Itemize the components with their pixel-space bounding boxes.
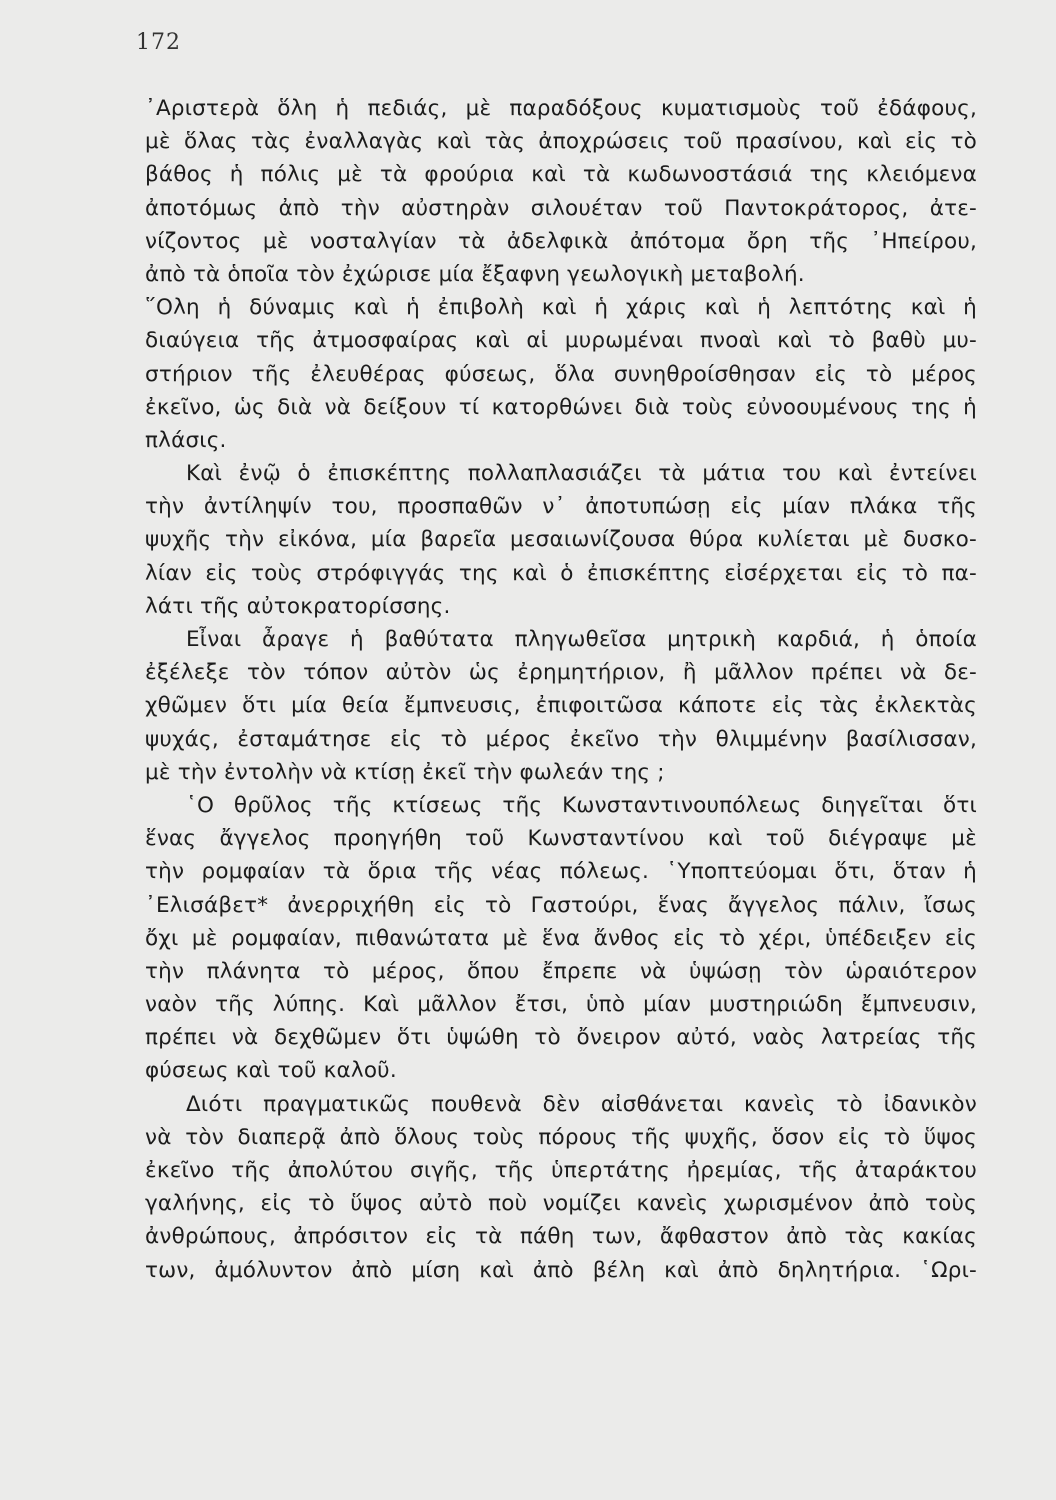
text-line: γαλήνης, εἰς τὸ ὕψος αὐτὸ ποὺ νομίζει κανεὶς χωρισμένον ἀπὸ τοὺς [145, 1191, 977, 1217]
text-line: Εἶναι ἆραγε ἡ βαθύτατα πληγωθεῖσα μητρικὴ καρδιά, ἡ ὁποία [186, 627, 977, 652]
text-line: ἐξέλεξε τὸν τόπον αὐτὸν ὡς ἐρημητήριον, ἢ μᾶλλον πρέπει νὰ δε- [145, 660, 977, 686]
text-line: ἕνας ἄγγελος προηγήθη τοῦ Κωνσταντίνου καὶ τοῦ διέγραψε μὲ [145, 826, 977, 852]
text-line: ἐκεῖνο τῆς ἀπολύτου σιγῆς, τῆς ὑπερτάτης ἠρεμίας, τῆς ἀταράκτου [145, 1158, 977, 1183]
text-line: Διότι πραγματικῶς πουθενὰ δὲν αἰσθάνεται κανεὶς τὸ ἰδανικὸν [186, 1091, 977, 1117]
text-line: μὲ ὅλας τὰς ἐναλλαγὰς καὶ τὰς ἀποχρώσεις τοῦ πρασίνου, καὶ εἰς τὸ [145, 129, 977, 155]
text-line: πρέπει νὰ δεχθῶμεν ὅτι ὑψώθη τὸ ὄνειρον αὐτό, ναὸς λατρείας τῆς [145, 1025, 977, 1051]
text-line: ᾿Αριστερὰ ὅλη ἡ πεδιάς, μὲ παραδόξους κυματισμοὺς τοῦ ἐδάφους, [145, 96, 977, 121]
text-line: ἀπὸ τὰ ὁποῖα τὸν ἐχώρισε μία ἔξαφνη γεωλογικὴ μεταβολή. [145, 261, 805, 287]
text-line: τὴν ρομφαίαν τὰ ὅρια τῆς νέας πόλεως. ῾Υποπτεύομαι ὅτι, ὅταν ἡ [145, 859, 977, 885]
text-line: ῾Ο θρῦλος τῆς κτίσεως τῆς Κωνσταντινουπόλεως διηγεῖται ὅτι [186, 792, 977, 818]
text-line: ναὸν τῆς λύπης. Καὶ μᾶλλον ἔτσι, ὑπὸ μίαν μυστηριώδη ἔμπνευσιν, [145, 992, 977, 1018]
text-line: ῞Ολη ἡ δύναμις καὶ ἡ ἐπιβολὴ καὶ ἡ χάρις καὶ ἡ λεπτότης καὶ ἡ [145, 295, 977, 321]
text-line: στήριον τῆς ἐλευθέρας φύσεως, ὅλα συνηθροίσθησαν εἰς τὸ μέρος [145, 361, 977, 387]
text-line: πλάσις. [145, 427, 227, 453]
text-line: Καὶ ἐνῷ ὁ ἐπισκέπτης πολλαπλασιάζει τὰ μάτια του καὶ ἐντείνει [186, 461, 977, 487]
text-line: ψυχάς, ἐσταμάτησε εἰς τὸ μέρος ἐκεῖνο τὴν θλιμμένην βασίλισσαν, [145, 726, 977, 752]
body-text [145, 92, 977, 1287]
text-line: νίζοντος μὲ νοσταλγίαν τὰ ἀδελφικὰ ἀπότομα ὄρη τῆς ᾿Ηπείρου, [145, 228, 977, 254]
text-line: ἀνθρώπους, ἀπρόσιτον εἰς τὰ πάθη των, ἄφθαστον ἀπὸ τὰς κακίας [145, 1224, 977, 1250]
text-line: των, ἀμόλυντον ἀπὸ μίση καὶ ἀπὸ βέλη καὶ ἀπὸ δηλητήρια. ῾Ωρι- [145, 1257, 977, 1283]
text-line: ᾿Ελισάβετ* ἀνερριχήθη εἰς τὸ Γαστούρι, ἕνας ἄγγελος πάλιν, ἴσως [145, 892, 977, 918]
text-line: χθῶμεν ὅτι μία θεία ἔμπνευσις, ἐπιφοιτῶσα κάποτε εἰς τὰς ἐκλεκτὰς [145, 693, 977, 719]
text-line: τὴν ἀντίληψίν του, προσπαθῶν ν᾽ ἀποτυπώσῃ εἰς μίαν πλάκα τῆς [145, 494, 977, 520]
text-line: ψυχῆς τὴν εἰκόνα, μία βαρεῖα μεσαιωνίζουσα θύρα κυλίεται μὲ δυσκο- [145, 527, 977, 553]
text-line: διαύγεια τῆς ἀτμοσφαίρας καὶ αἱ μυρωμέναι πνοαὶ καὶ τὸ βαθὺ μυ- [145, 328, 977, 354]
text-line: λίαν εἰς τοὺς στρόφιγγάς της καὶ ὁ ἐπισκέπτης εἰσέρχεται εἰς τὸ πα- [145, 560, 977, 586]
text-line: νὰ τὸν διαπερᾷ ἀπὸ ὅλους τοὺς πόρους τῆς ψυχῆς, ὅσον εἰς τὸ ὕψος [145, 1124, 977, 1150]
text-line: ὄχι μὲ ρομφαίαν, πιθανώτατα μὲ ἕνα ἄνθος εἰς τὸ χέρι, ὑπέδειξεν εἰς [145, 925, 977, 951]
page-number: 172 [136, 30, 181, 55]
text-line: τὴν πλάνητα τὸ μέρος, ὅπου ἔπρεπε νὰ ὑψώσῃ τὸν ὡραιότερον [145, 958, 977, 984]
text-line: φύσεως καὶ τοῦ καλοῦ. [145, 1058, 397, 1084]
text-line: βάθος ἡ πόλις μὲ τὰ φρούρια καὶ τὰ κωδωνοστάσιά της κλειόμενα [145, 162, 977, 188]
text-line: λάτι τῆς αὐτοκρατορίσσης. [145, 593, 451, 619]
text-line: μὲ τὴν ἐντολὴν νὰ κτίσῃ ἐκεῖ τὴν φωλεάν της ; [145, 759, 665, 785]
text-line: ἐκεῖνο, ὡς διὰ νὰ δείξουν τί κατορθώνει διὰ τοὺς εὐνοουμένους της ἡ [145, 394, 977, 420]
text-line: ἀποτόμως ἀπὸ τὴν αὐστηρὰν σιλουέταν τοῦ Παντοκράτορος, ἀτε- [145, 195, 977, 221]
